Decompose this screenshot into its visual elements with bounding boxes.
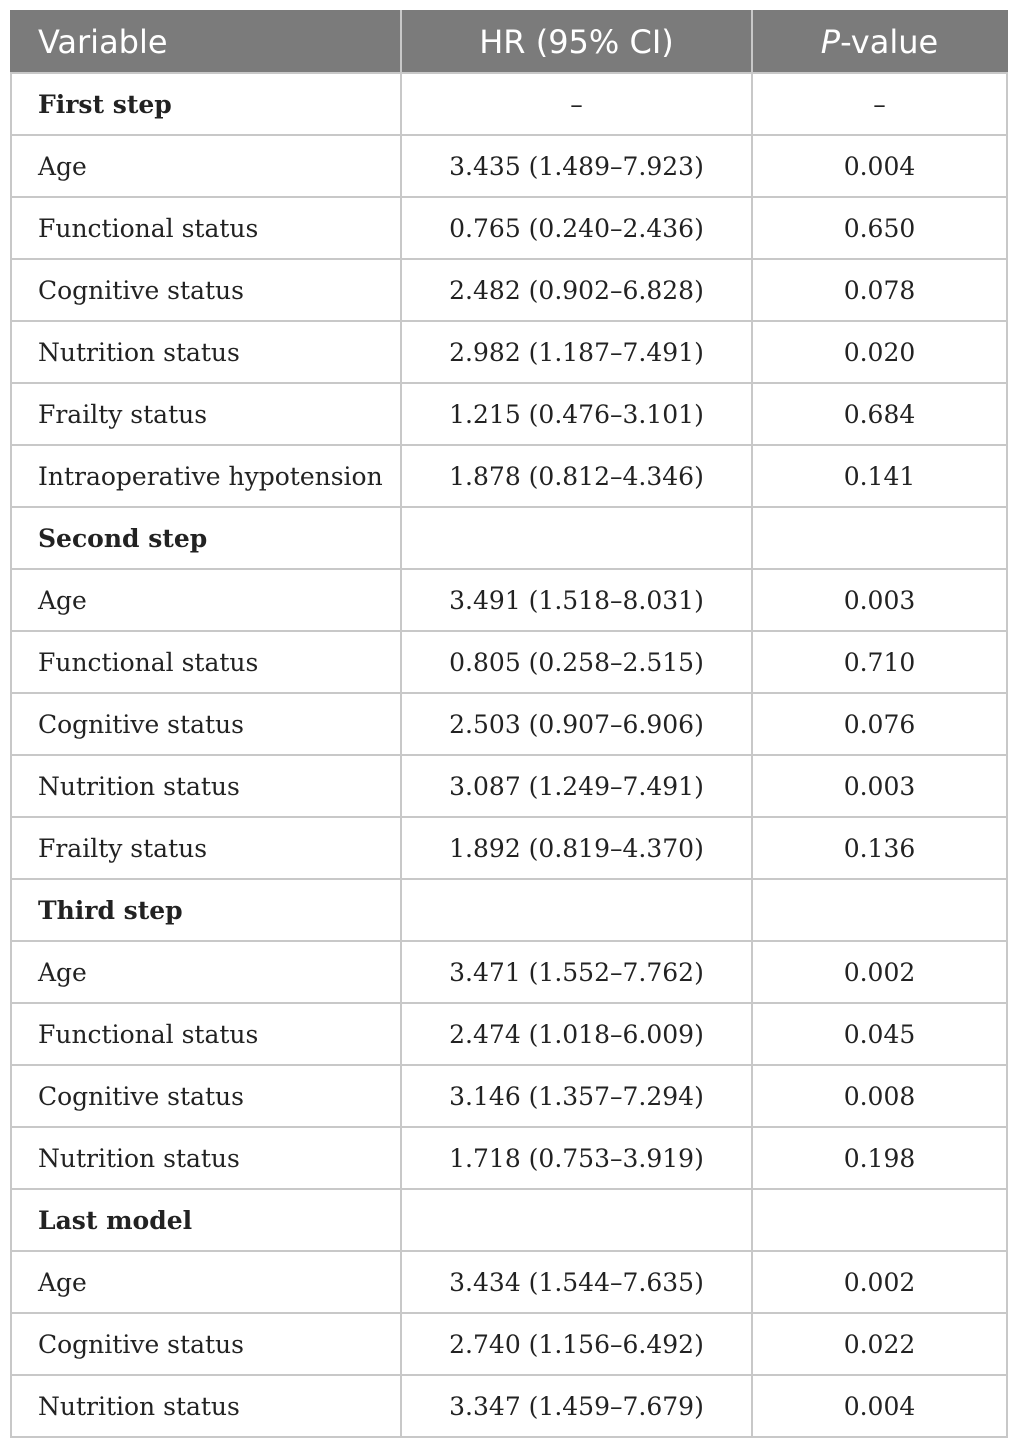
table-row (11, 197, 1007, 259)
header-p-italic: P (820, 23, 841, 61)
variable-cell: Nutrition status (11, 755, 401, 817)
variable-cell: Functional status (11, 197, 401, 259)
step-header-row (11, 73, 1007, 135)
p-value-cell: 0.020 (752, 321, 1007, 383)
table-row (11, 383, 1007, 445)
table-row (11, 1313, 1007, 1375)
table-row (11, 1003, 1007, 1065)
hr-cell: 1.718 (0.753–3.919) (401, 1127, 752, 1189)
variable-cell: Age (11, 569, 401, 631)
header-p-rest: -value (840, 23, 939, 61)
table-row (11, 1375, 1007, 1437)
p-value-cell: 0.650 (752, 197, 1007, 259)
hr-cell: 2.482 (0.902–6.828) (401, 259, 752, 321)
header-row (11, 11, 1007, 73)
table-row (11, 321, 1007, 383)
results-table-container (10, 10, 1006, 1438)
header-p-value (752, 11, 1007, 73)
hr-cell: 3.146 (1.357–7.294) (401, 1065, 752, 1127)
hr-cell: 2.474 (1.018–6.009) (401, 1003, 752, 1065)
table-row (11, 631, 1007, 693)
variable-cell: Frailty status (11, 383, 401, 445)
variable-cell: Age (11, 941, 401, 1003)
variable-cell: Frailty status (11, 817, 401, 879)
p-value-cell: 0.710 (752, 631, 1007, 693)
hr-cell: 2.982 (1.187–7.491) (401, 321, 752, 383)
table-row (11, 1251, 1007, 1313)
hr-cell: 3.087 (1.249–7.491) (401, 755, 752, 817)
p-value-cell: 0.078 (752, 259, 1007, 321)
p-value-cell: 0.022 (752, 1313, 1007, 1375)
p-value-cell: 0.136 (752, 817, 1007, 879)
step-label: Third step (11, 879, 401, 941)
variable-cell: Nutrition status (11, 321, 401, 383)
p-value-cell (752, 879, 1007, 941)
hr-cell: 3.471 (1.552–7.762) (401, 941, 752, 1003)
p-value-cell: 0.141 (752, 445, 1007, 507)
p-value-cell: 0.002 (752, 1251, 1007, 1313)
results-table (10, 10, 1008, 1438)
p-value-cell: 0.004 (752, 1375, 1007, 1437)
variable-cell: Cognitive status (11, 1313, 401, 1375)
table-row (11, 259, 1007, 321)
p-value-cell: 0.004 (752, 135, 1007, 197)
p-value-cell: – (752, 73, 1007, 135)
table-row (11, 1127, 1007, 1189)
variable-cell: Intraoperative hypotension (11, 445, 401, 507)
hr-cell: 0.805 (0.258–2.515) (401, 631, 752, 693)
hr-cell: – (401, 73, 752, 135)
hr-cell: 3.347 (1.459–7.679) (401, 1375, 752, 1437)
table-row (11, 445, 1007, 507)
variable-cell: Functional status (11, 631, 401, 693)
p-value-cell: 0.002 (752, 941, 1007, 1003)
hr-cell: 3.435 (1.489–7.923) (401, 135, 752, 197)
step-header-row (11, 507, 1007, 569)
header-variable: Variable (11, 11, 401, 73)
p-value-cell (752, 1189, 1007, 1251)
hr-cell: 3.491 (1.518–8.031) (401, 569, 752, 631)
header-hr: HR (95% CI) (401, 11, 752, 73)
p-value-cell: 0.198 (752, 1127, 1007, 1189)
variable-cell: Cognitive status (11, 1065, 401, 1127)
hr-cell: 0.765 (0.240–2.436) (401, 197, 752, 259)
hr-cell: 2.740 (1.156–6.492) (401, 1313, 752, 1375)
variable-cell: Cognitive status (11, 259, 401, 321)
p-value-cell: 0.684 (752, 383, 1007, 445)
step-label: First step (11, 73, 401, 135)
table-row (11, 755, 1007, 817)
p-value-cell: 0.003 (752, 569, 1007, 631)
variable-cell: Nutrition status (11, 1127, 401, 1189)
step-header-row (11, 1189, 1007, 1251)
p-value-cell (752, 507, 1007, 569)
variable-cell: Cognitive status (11, 693, 401, 755)
step-label: Last model (11, 1189, 401, 1251)
table-row (11, 135, 1007, 197)
table-row (11, 1065, 1007, 1127)
hr-cell (401, 879, 752, 941)
p-value-cell: 0.076 (752, 693, 1007, 755)
variable-cell: Age (11, 135, 401, 197)
table-row (11, 817, 1007, 879)
variable-cell: Age (11, 1251, 401, 1313)
table-row (11, 569, 1007, 631)
table-row (11, 693, 1007, 755)
table-body (11, 73, 1007, 1437)
hr-cell (401, 1189, 752, 1251)
hr-cell (401, 507, 752, 569)
table-header (11, 11, 1007, 73)
p-value-cell: 0.045 (752, 1003, 1007, 1065)
hr-cell: 3.434 (1.544–7.635) (401, 1251, 752, 1313)
hr-cell: 1.892 (0.819–4.370) (401, 817, 752, 879)
table-row (11, 941, 1007, 1003)
variable-cell: Functional status (11, 1003, 401, 1065)
step-header-row (11, 879, 1007, 941)
p-value-cell: 0.003 (752, 755, 1007, 817)
variable-cell: Nutrition status (11, 1375, 401, 1437)
hr-cell: 1.215 (0.476–3.101) (401, 383, 752, 445)
hr-cell: 2.503 (0.907–6.906) (401, 693, 752, 755)
p-value-cell: 0.008 (752, 1065, 1007, 1127)
step-label: Second step (11, 507, 401, 569)
hr-cell: 1.878 (0.812–4.346) (401, 445, 752, 507)
